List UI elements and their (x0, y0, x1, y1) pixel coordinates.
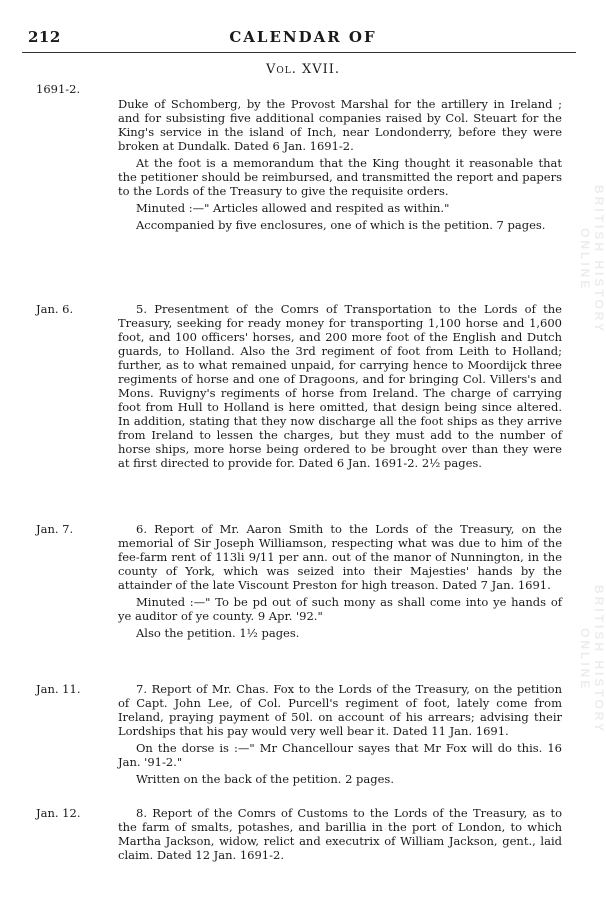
volume-heading: Vol. XVII. (265, 62, 341, 77)
running-title: CALENDAR OF (229, 28, 377, 46)
entry-6-note: Also the petition. 1½ pages. (136, 626, 300, 640)
entry-7 (118, 682, 562, 789)
entry-8-text: 8. Report of the Comrs of Customs to the Lords of the Treasury, as to the farm of smalts, potashes, and barillia in the port of London, to which Martha Jackson, widow, relict and executrix of William Jackson, gent., laid claim. Dated 12 Jan. 1691-2. (118, 806, 562, 862)
watermark-lower: BRITISH HISTORY ONLINE (578, 585, 606, 735)
entry-6-minute: Minuted :—" To be pd out of such mony as shall come into ye hands of ye auditor of ye county. 9 Apr. '92." (118, 595, 562, 623)
margin-date-entry-5: Jan. 6. (36, 302, 74, 316)
entry-4 (118, 97, 562, 235)
watermark-upper: BRITISH HISTORY ONLINE (578, 185, 606, 335)
entry-5-text: 5. Presentment of the Comrs of Transportation to the Lords of the Treasury, seeking for ready money for transporting 1,100 horse and 1,600 foot, and 100 officers' horses, and 200 more foot of the English and Dutch guards, to Holland. Also the 3rd regiment of foot from Leith to Holland; further, as to what remained unpaid, for carrying hence to Moordijck three regiments of horse and one of Dragoons, and for bringing Col. Villers's and Mons. Ruvigny's regiments of horse from Ireland. The charge of carrying foot from Hull to Holland is here omitted, that design being since altered. In addition, stating that they now discharge all the foot ships as they arrive from Ireland to lessen the charges, but they must add to the number of horse ships, more horse being ordered to be brought over than they were at first directed to provide for. Dated 6 Jan. 1691-2. 2½ pages. (118, 302, 562, 470)
entry-8 (118, 806, 562, 865)
entry-7-dorse: On the dorse is :—" Mr Chancellour sayes that Mr Fox will do this. 16 Jan. '91-2." (118, 741, 562, 769)
margin-date-entry-6: Jan. 7. (36, 522, 74, 536)
entry-7-text: 7. Report of Mr. Chas. Fox to the Lords of the Treasury, on the petition of Capt. John Lee, of Col. Purcell's regiment of foot, lately come from Ireland, praying payment of 50l. on account of his arrears; advising their Lordships that his pay would very well bear it. Dated 11 Jan. 1691. (118, 682, 562, 738)
entry-4-enclosures: Accompanied by five enclosures, one of which is the petition. 7 pages. (136, 218, 546, 232)
entry-4-minute: Minuted :—" Articles allowed and respited as within." (136, 201, 450, 215)
entry-5 (118, 302, 562, 473)
entry-4-text: Duke of Schomberg, by the Provost Marshal for the artillery in Ireland ; and for subsisting five additional companies raised by Col. Steuart for the King's service in the island of Inch, near Londonderry, before they were broken at Dundalk. Dated 6 Jan. 1691-2. (118, 97, 562, 153)
entry-4-memorandum: At the foot is a memorandum that the King thought it reasonable that the petitioner should be reimbursed, and transmitted the report and papers to the Lords of the Treasury to give the requisite orders. (118, 156, 562, 198)
margin-date-entry-7: Jan. 11. (36, 682, 81, 696)
margin-date-entry-8: Jan. 12. (36, 806, 81, 820)
margin-date-year: 1691-2. (36, 82, 81, 96)
entry-7-note: Written on the back of the petition. 2 pages. (136, 772, 394, 786)
page-number: 212 (28, 28, 61, 46)
entry-6-text: 6. Report of Mr. Aaron Smith to the Lords of the Treasury, on the memorial of Sir Joseph Williamson, respecting what was due to him of the fee-farm rent of 113li 9/11 per ann. out of the manor of Nunnington, in the county of York, which was seized into their Majesties' hands by the attainder of the late Viscount Preston for high treason. Dated 7 Jan. 1691. (118, 522, 562, 592)
entry-6 (118, 522, 562, 643)
header-rule (22, 52, 576, 53)
